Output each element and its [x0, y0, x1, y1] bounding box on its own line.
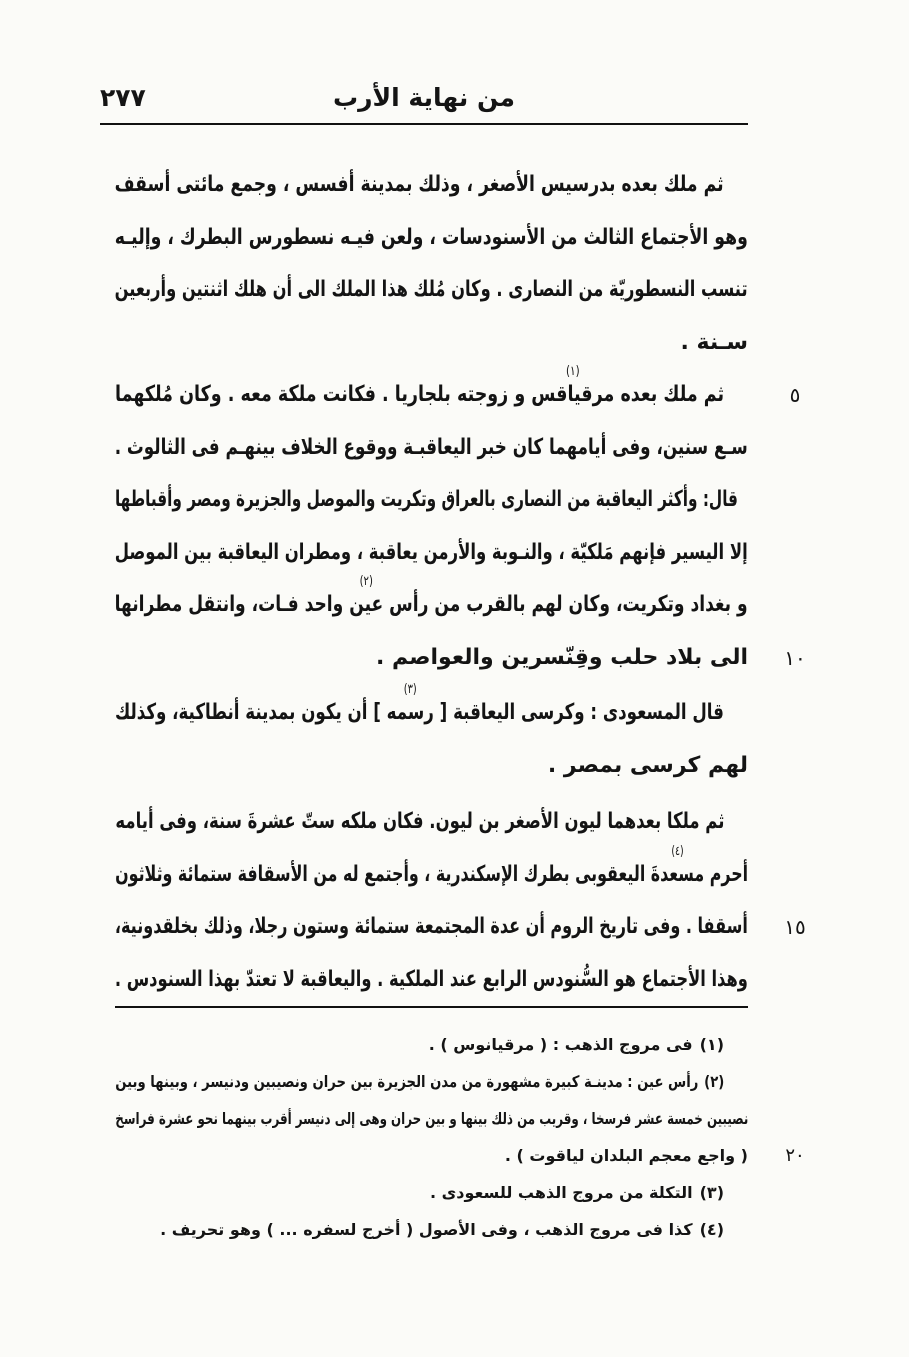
text-line [115, 317, 748, 370]
footnote-separator [115, 1006, 748, 1008]
footnote-reference-mark: (٢) [359, 574, 374, 589]
line-text: سـنة . [680, 329, 748, 355]
line-text: وهو الأجتماع الثالث من الأسنودسات ، ولعن فيـه نسطورس البطرك ، وإليـه [115, 224, 748, 250]
line-text: قال: وأكثر اليعاقبة من النصارى بالعراق وتكريت والموصل والجزيرة ومصر وأقباطها [115, 487, 738, 512]
margin-line-number: ٥ [789, 383, 801, 407]
footnote-text [430, 1174, 724, 1211]
text-line [115, 954, 748, 1007]
referenced-word-text: مسعدةَ [650, 861, 705, 887]
footnote-line [115, 1063, 748, 1100]
line-text: لهم كرسى بمصر . [547, 752, 748, 778]
line-text: سـع سنين، وفى أيامهما كان خبر اليعاقبـة ووقوع الخلاف بينهـم فى الثالوث . [115, 434, 748, 460]
line-text [115, 682, 724, 740]
footnote-text [160, 1211, 724, 1248]
text-line [115, 901, 806, 954]
text-line [115, 422, 748, 475]
main-text [115, 159, 806, 1006]
line-text [115, 574, 748, 632]
line-text [115, 364, 724, 422]
footnote-marker: (٢) [703, 1072, 724, 1091]
referenced-word [650, 843, 705, 887]
footnote-body: كذا فى مروج الذهب ، وفى الأصول ( أخرج لسفره ... ) وهو تحريف . [160, 1220, 693, 1239]
text-line [115, 159, 748, 212]
footnote-text [429, 1026, 724, 1063]
text-line [115, 740, 748, 793]
text-line [115, 796, 748, 849]
footnote-line [115, 1100, 748, 1137]
footnote-line [115, 1211, 748, 1248]
referenced-word [349, 574, 384, 617]
margin-line-number: ٢٠ [785, 1145, 805, 1166]
footnote-text [115, 1063, 724, 1100]
text-line [115, 264, 748, 317]
line-text: تنسب النسطوريّة من النصارى . وكان مُلك هذا الملك الى أن هلك اثنتين وأربعين [115, 277, 748, 302]
line-text-after: واحد فـات، وانتقل مطرانها [115, 592, 350, 617]
footnote-text: ( واجع معجم البلدان لياقوت ) . [504, 1146, 748, 1165]
footnote-marker: (٣) [699, 1183, 724, 1202]
footnote-text: نصيبين خمسة عشر فرسخا ، وقريب من ذلك بينها و بين حران وهى إلى دنيسر أقرب بينهما نحو عشرة فراسخ [115, 1109, 748, 1128]
line-text-after: اليعقوبى بطرك الإسكندرية ، وأجتمع له من الأسقافة ستمائة وثلاثون [115, 861, 651, 887]
footnote-reference-mark: (١) [565, 364, 580, 379]
text-line [115, 682, 748, 740]
footnote-body: فى مروج الذهب : ( مرقيانوس ) . [428, 1035, 693, 1054]
text-line [115, 574, 748, 632]
referenced-word-text: مرقياقس [531, 382, 615, 407]
line-text-before: أحرم [704, 861, 748, 887]
line-text-before: ثم ملك بعده [614, 382, 724, 407]
referenced-word [531, 364, 615, 407]
text-line [115, 527, 748, 580]
footnote-marker: (٤) [699, 1220, 724, 1239]
referenced-word-text: عين [349, 592, 384, 617]
margin-line-number: ١٠ [784, 645, 806, 670]
footnote-line [115, 1026, 748, 1063]
text-line [115, 843, 748, 902]
running-head-title: من نهاية الأرب [333, 83, 515, 112]
text-line [115, 212, 748, 265]
footnote-line [115, 1174, 748, 1211]
header-rule [100, 123, 748, 125]
line-text: ثم ملك بعده بدرسيس الأصغر ، وذلك بمدينة أفسس ، وجمع مائتى أسقف [115, 172, 724, 197]
footnote-body: رأس عين : مدينـة كبيرة مشهورة من مدن الجزيرة بين حران ونصيبين ودنيسر ، وبينها وبين [115, 1072, 699, 1091]
text-line [115, 364, 801, 422]
line-text: الى بلاد حلب وقِنّسرين والعواصم . [375, 644, 748, 670]
footnote-marker: (١) [699, 1035, 724, 1054]
text-line [115, 474, 748, 527]
text-line [115, 632, 806, 685]
margin-line-number: ١٥ [784, 915, 806, 939]
line-text: إلا اليسير فإنهم مَلكيّة ، والنـوبة والأرمن يعاقبة ، ومطران اليعاقبة بين الموصل [115, 539, 748, 565]
page-number: ٢٧٧ [100, 83, 146, 112]
referenced-word [386, 682, 434, 725]
line-text: ثم ملكا بعدهما ليون الأصغر بن ليون. فكان ملكه ستّ عشرةَ سنة، وفى أيامه [115, 809, 724, 834]
footnote-reference-mark: (٣) [403, 682, 417, 697]
footnotes [115, 1026, 805, 1248]
line-text-before: و بغداد وتكريت، وكان لهم بالقرب من رأس [383, 592, 748, 617]
line-text [115, 843, 748, 902]
line-text: وهذا الأجتماع هو السُّنودس الرابع عند الملكية . واليعاقبة لا تعتدّ بهذا السنودس . [115, 966, 748, 992]
line-text-after: ] أن يكون بمدينة أنطاكية، وكذلك [115, 700, 387, 725]
footnote-reference-mark: (٤) [671, 843, 684, 859]
footnote-body: التكلة من مروج الذهب للسعودى . [429, 1183, 693, 1202]
line-text-before: قال المسعودى : وكرسى اليعاقبة [ [433, 700, 724, 725]
referenced-word-text: رسمه [386, 700, 434, 725]
line-text-after: و زوجته بلجاريا . فكانت ملكة معه . وكان مُلكهما [115, 382, 532, 407]
line-text: أسقفا . وفى تاريخ الروم أن عدة المجتمعة ستمائة وستون رجلا، وذلك بخلقدونية، [115, 914, 748, 939]
footnote-line [115, 1137, 805, 1174]
